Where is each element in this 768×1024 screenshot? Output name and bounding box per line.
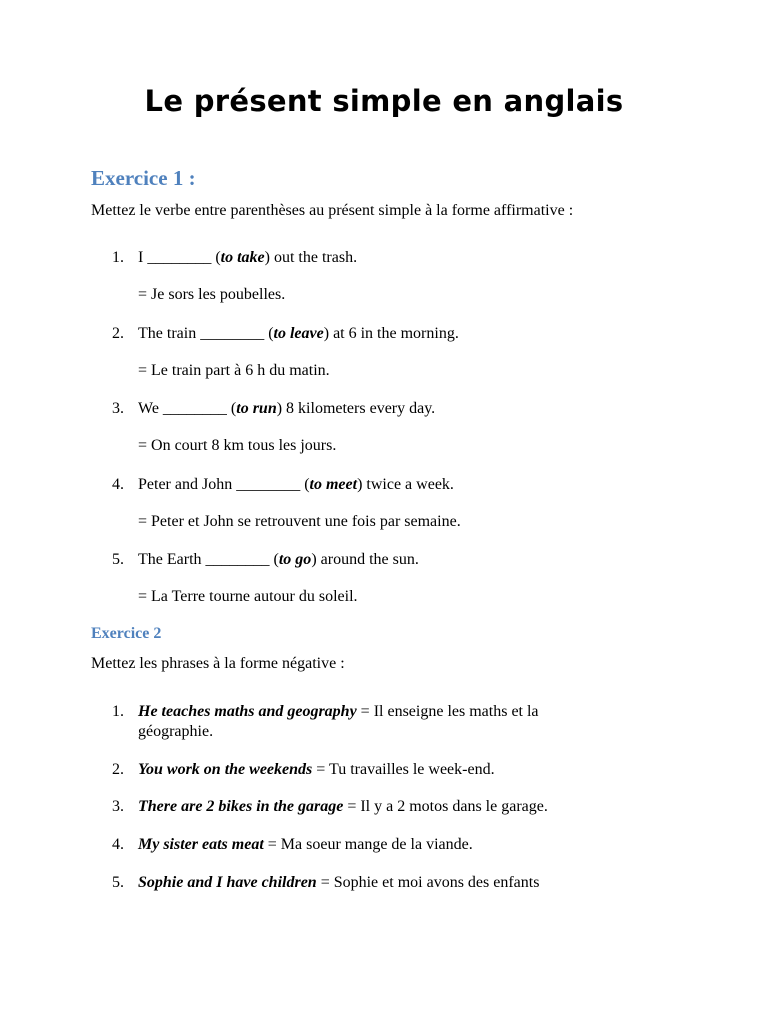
french-translation: = Tu travailles le week-end. [312, 761, 495, 778]
sentence-end: ) at 6 in the morning. [323, 325, 459, 342]
item-number: 3. [112, 798, 124, 815]
sentence-end: ) 8 kilometers every day. [276, 400, 436, 417]
item-number: 5. [112, 874, 124, 891]
item-sentence [138, 248, 632, 268]
exercise-1-instruction: Mettez le verbe entre parenthèses au présent simple à la forme affirmative : [91, 202, 574, 219]
sentence-start: I ________ ( [138, 249, 221, 266]
item-sentence [138, 324, 632, 344]
item-number: 4. [112, 836, 124, 853]
exercise-1-heading: Exercice 1 : [91, 166, 196, 190]
sentence-start: Peter and John ________ ( [138, 476, 310, 493]
sentence-end: ) around the sun. [311, 551, 419, 568]
verb-hint: to run [236, 400, 277, 417]
item-translation: = Je sors les poubelles. [138, 286, 286, 303]
item-translation: = La Terre tourne autour du soleil. [138, 588, 358, 605]
item-number: 1. [112, 703, 124, 720]
item-number: 1. [112, 249, 124, 266]
english-sentence: There are 2 bikes in the garage [138, 798, 344, 815]
verb-hint: to meet [309, 476, 358, 493]
verb-hint: to go [278, 551, 312, 568]
verb-hint: to leave [273, 325, 324, 342]
english-sentence: My sister eats meat [138, 836, 264, 853]
sentence-end: ) twice a week. [357, 476, 454, 493]
item-number: 2. [112, 761, 124, 778]
item-translation: = Le train part à 6 h du matin. [138, 362, 330, 379]
item-translation: = On court 8 km tous les jours. [138, 437, 337, 454]
english-sentence: Sophie and I have children [138, 874, 317, 891]
item-number: 3. [112, 400, 124, 417]
french-translation: = Ma soeur mange de la viande. [263, 836, 473, 853]
exercise-2-heading: Exercice 2 [91, 625, 162, 642]
french-translation: = Sophie et moi avons des enfants [316, 874, 540, 891]
item-sentence [138, 475, 632, 495]
english-sentence: He teaches maths and geography [138, 703, 357, 720]
sentence-start: The train ________ ( [138, 325, 274, 342]
item-sentence [138, 873, 632, 893]
item-number: 2. [112, 325, 124, 342]
item-number: 5. [112, 551, 124, 568]
item-sentence [138, 550, 632, 570]
french-translation: = Il y a 2 motos dans le garage. [343, 798, 548, 815]
sentence-end: ) out the trash. [264, 249, 358, 266]
sentence-start: We ________ ( [138, 400, 237, 417]
exercise-2-instruction: Mettez les phrases à la forme négative : [91, 655, 345, 672]
english-sentence: You work on the weekends [138, 761, 313, 778]
item-sentence [138, 399, 632, 419]
page-title: Le présent simple en anglais [144, 84, 624, 118]
item-sentence [138, 702, 612, 742]
item-sentence [138, 797, 632, 817]
french-translation: = Il enseigne les maths et la géographie. [138, 703, 539, 740]
item-sentence [138, 835, 632, 855]
verb-hint: to take [220, 249, 265, 266]
item-sentence [138, 760, 632, 780]
sentence-start: The Earth ________ ( [138, 551, 279, 568]
item-number: 4. [112, 476, 124, 493]
item-translation: = Peter et John se retrouvent une fois par semaine. [138, 513, 461, 530]
